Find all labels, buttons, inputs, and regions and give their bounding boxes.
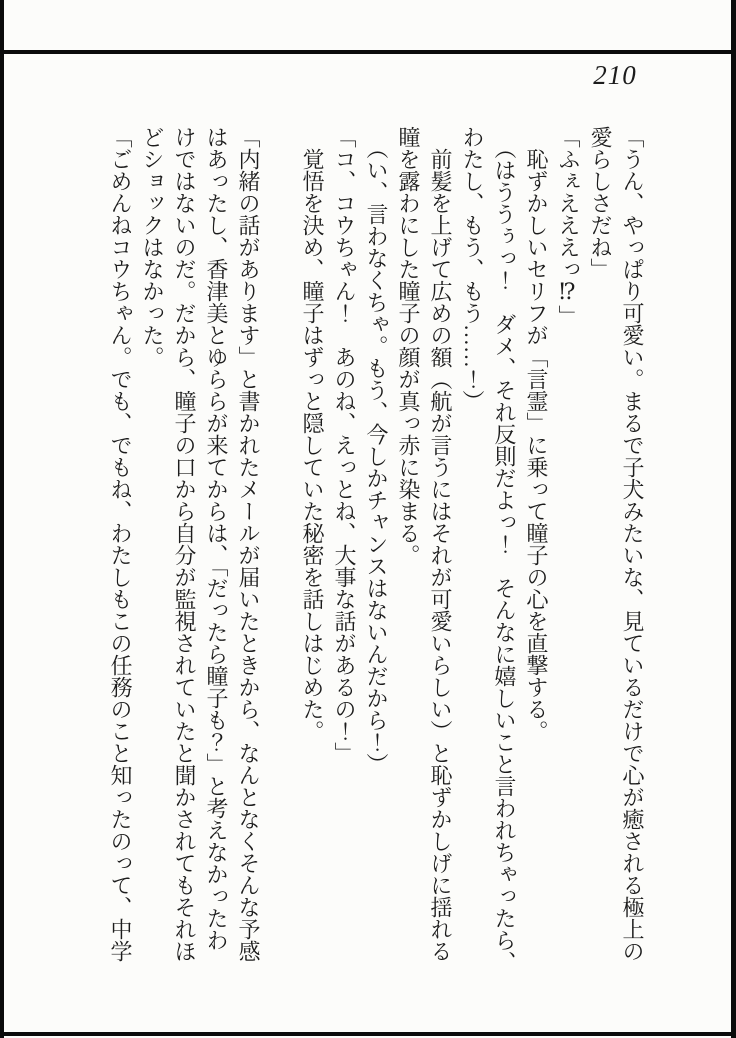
text-column: （はううぅっ！ ダメ、それ反則だよっ！ そんなに嬉しいこと言われちゃったら、 — [492, 126, 517, 973]
page-number: 210 — [593, 60, 637, 90]
text-column: 瞳を露わにした瞳子の顔が真っ赤に染まる。 — [396, 126, 421, 566]
text-column: 「ふぇえええっ⁉」 — [556, 126, 581, 327]
text-column: 前髪を上げて広めの額（航が言うにはそれが可愛いらしい）と恥ずかしげに揺れる — [428, 126, 453, 962]
text-column: けではないのだ。だから、瞳子の口から自分が監視されていたと聞かされてもそれほ — [172, 126, 197, 962]
text-column: どショックはなかった。 — [140, 126, 165, 368]
text-column: （い、言わなくちゃ。もう、今しかチャンスはないんだから！） — [364, 126, 389, 775]
text-column: 「ごめんねコウちゃん。でも、でもね、わたしもこの任務のこと知ったのって、中学 — [108, 126, 133, 962]
text-column: 「コ、コウちゃん！ あのね、えっとね、大事な話があるの！」 — [332, 126, 357, 764]
page-frame-left-edge — [0, 0, 4, 1038]
section-break-column — [264, 126, 296, 988]
page-frame-top-edge — [0, 50, 736, 54]
text-column: 「うん、やっぱり可愛い。まるで子犬みたいな、見ているだけで心が癒される極上の — [620, 126, 645, 962]
text-column: 覚悟を決め、瞳子はずっと隠していた秘密を話しはじめた。 — [300, 126, 325, 742]
page-frame-right-edge — [731, 0, 736, 1038]
text-column: わたし、もう、もう……！） — [460, 126, 485, 412]
page-frame-bottom-edge — [0, 1032, 736, 1036]
text-column: 「内緒の話があります」と書かれたメールが届いたときから、なんとなくそんな予感 — [236, 126, 261, 962]
vertical-text-block — [104, 126, 648, 988]
text-column: はあったし、香津美とゆららが来てからは、「だったら瞳子も？」と考えなかったわ — [204, 126, 229, 951]
text-column: 恥ずかしいセリフが「言霊」に乗って瞳子の心を直撃する。 — [524, 126, 549, 742]
text-column: 愛らしさだね」 — [588, 126, 613, 280]
